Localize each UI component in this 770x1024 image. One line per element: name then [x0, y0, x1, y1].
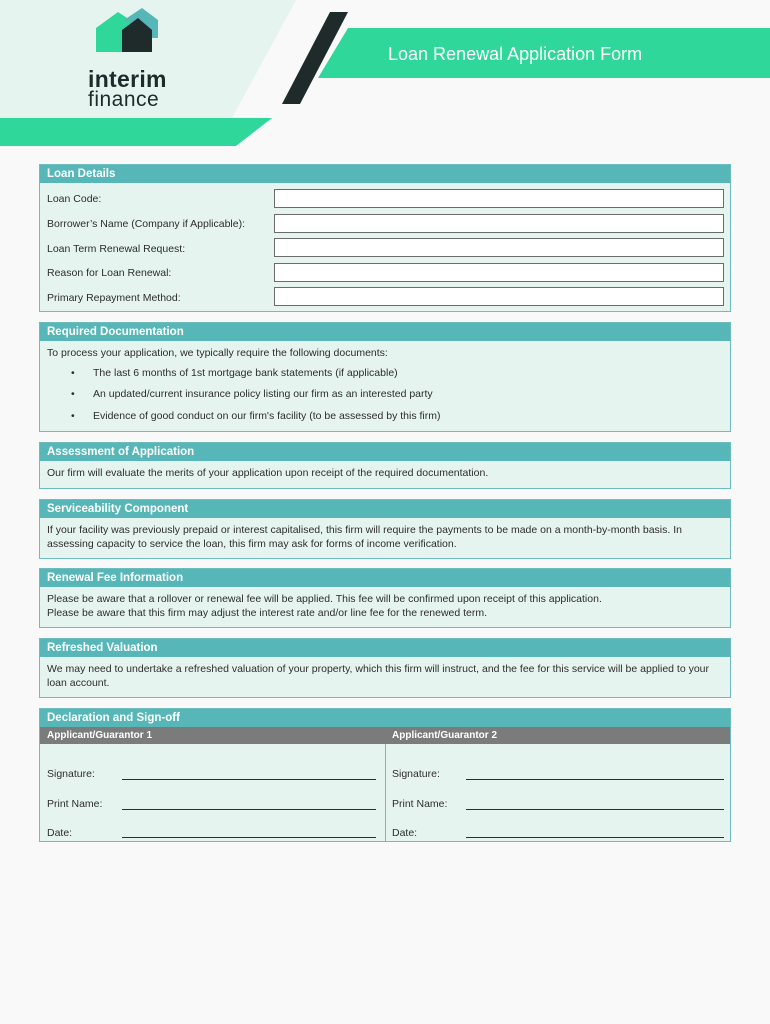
serviceability-section [39, 499, 731, 559]
renewal-fee-section [39, 568, 731, 628]
renewal-fee-heading: Renewal Fee Information [40, 569, 730, 587]
repayment-method-label: Primary Repayment Method: [47, 292, 181, 304]
signature-label-2: Signature: [392, 768, 440, 780]
bullet: • [71, 409, 75, 422]
list-item: • An updated/current insurance policy listing our firm as an interested party [71, 388, 433, 400]
list-item: • Evidence of good conduct on our firm's facility (to be assessed by this firm) [71, 409, 441, 422]
declaration-column-header [40, 727, 730, 744]
form-title: Loan Renewal Application Form [388, 44, 643, 64]
print-name-label-1: Print Name: [47, 798, 103, 810]
loan-term-input[interactable] [274, 238, 724, 257]
refreshed-valuation-heading: Refreshed Valuation [40, 639, 730, 657]
signature-label-1: Signature: [47, 768, 95, 780]
required-docs-heading: Required Documentation [40, 323, 730, 341]
renewal-reason-input[interactable] [274, 263, 724, 282]
renewal-fee-line1: Please be aware that a rollover or renewal fee will be applied. This fee will be confirmed upon receipt of this application. [47, 593, 602, 605]
brand-name-line2: finance [88, 88, 160, 111]
date-label-1: Date: [47, 827, 73, 839]
page-header [0, 0, 770, 150]
date-field-1[interactable] [122, 837, 376, 838]
print-name-field-1[interactable] [122, 809, 376, 810]
loan-code-input[interactable] [274, 189, 724, 208]
signature-field-1[interactable] [122, 779, 376, 780]
serviceability-text: If your facility was previously prepaid or interest capitalised, this firm will require the payments to be made on a month-by-month basis. In assessing capacity to service the loan, this firm may ask for forms of income verification. [47, 524, 682, 550]
list-item: • The last 6 months of 1st mortgage bank statements (if applicable) [71, 366, 398, 379]
refreshed-valuation-text: We may need to undertake a refreshed valuation of your property, which this firm will instruct, and the fee for this service will be applied to your loan account. [47, 663, 710, 689]
loan-details-section [39, 164, 731, 312]
serviceability-heading: Serviceability Component [40, 500, 730, 518]
guarantor2-label: Applicant/Guarantor 2 [392, 730, 498, 741]
guarantor1-label: Applicant/Guarantor 1 [47, 730, 153, 741]
required-docs-list [47, 367, 723, 424]
assessment-section [39, 442, 731, 489]
bullet: • [71, 366, 75, 379]
renewal-reason-label: Reason for Loan Renewal: [47, 267, 172, 279]
assessment-heading: Assessment of Application [40, 443, 730, 461]
required-docs-intro: To process your application, we typically require the following documents: [47, 347, 388, 359]
borrower-name-input[interactable] [274, 214, 724, 233]
bullet: • [71, 388, 75, 400]
borrower-name-label: Borrower’s Name (Company if Applicable): [47, 218, 246, 230]
brand-name-line1: interim [88, 66, 167, 92]
renewal-fee-line2: Please be aware that this firm may adjust the interest rate and/or line fee for the renewed term. [47, 606, 488, 619]
print-name-label-2: Print Name: [392, 798, 448, 810]
date-label-2: Date: [392, 827, 418, 839]
repayment-method-input[interactable] [274, 287, 724, 306]
loan-code-label: Loan Code: [47, 193, 102, 205]
declaration-heading: Declaration and Sign-off [40, 709, 730, 727]
declaration-section [39, 708, 731, 842]
loan-term-label: Loan Term Renewal Request: [47, 243, 186, 255]
print-name-field-2[interactable] [466, 809, 724, 810]
refreshed-valuation-section [39, 638, 731, 698]
date-field-2[interactable] [466, 837, 724, 838]
required-docs-section [39, 322, 731, 432]
assessment-text: Our firm will evaluate the merits of your application upon receipt of the required documentation. [47, 467, 489, 479]
signature-field-2[interactable] [466, 779, 724, 780]
column-divider [385, 744, 386, 842]
loan-details-heading: Loan Details [40, 165, 730, 183]
